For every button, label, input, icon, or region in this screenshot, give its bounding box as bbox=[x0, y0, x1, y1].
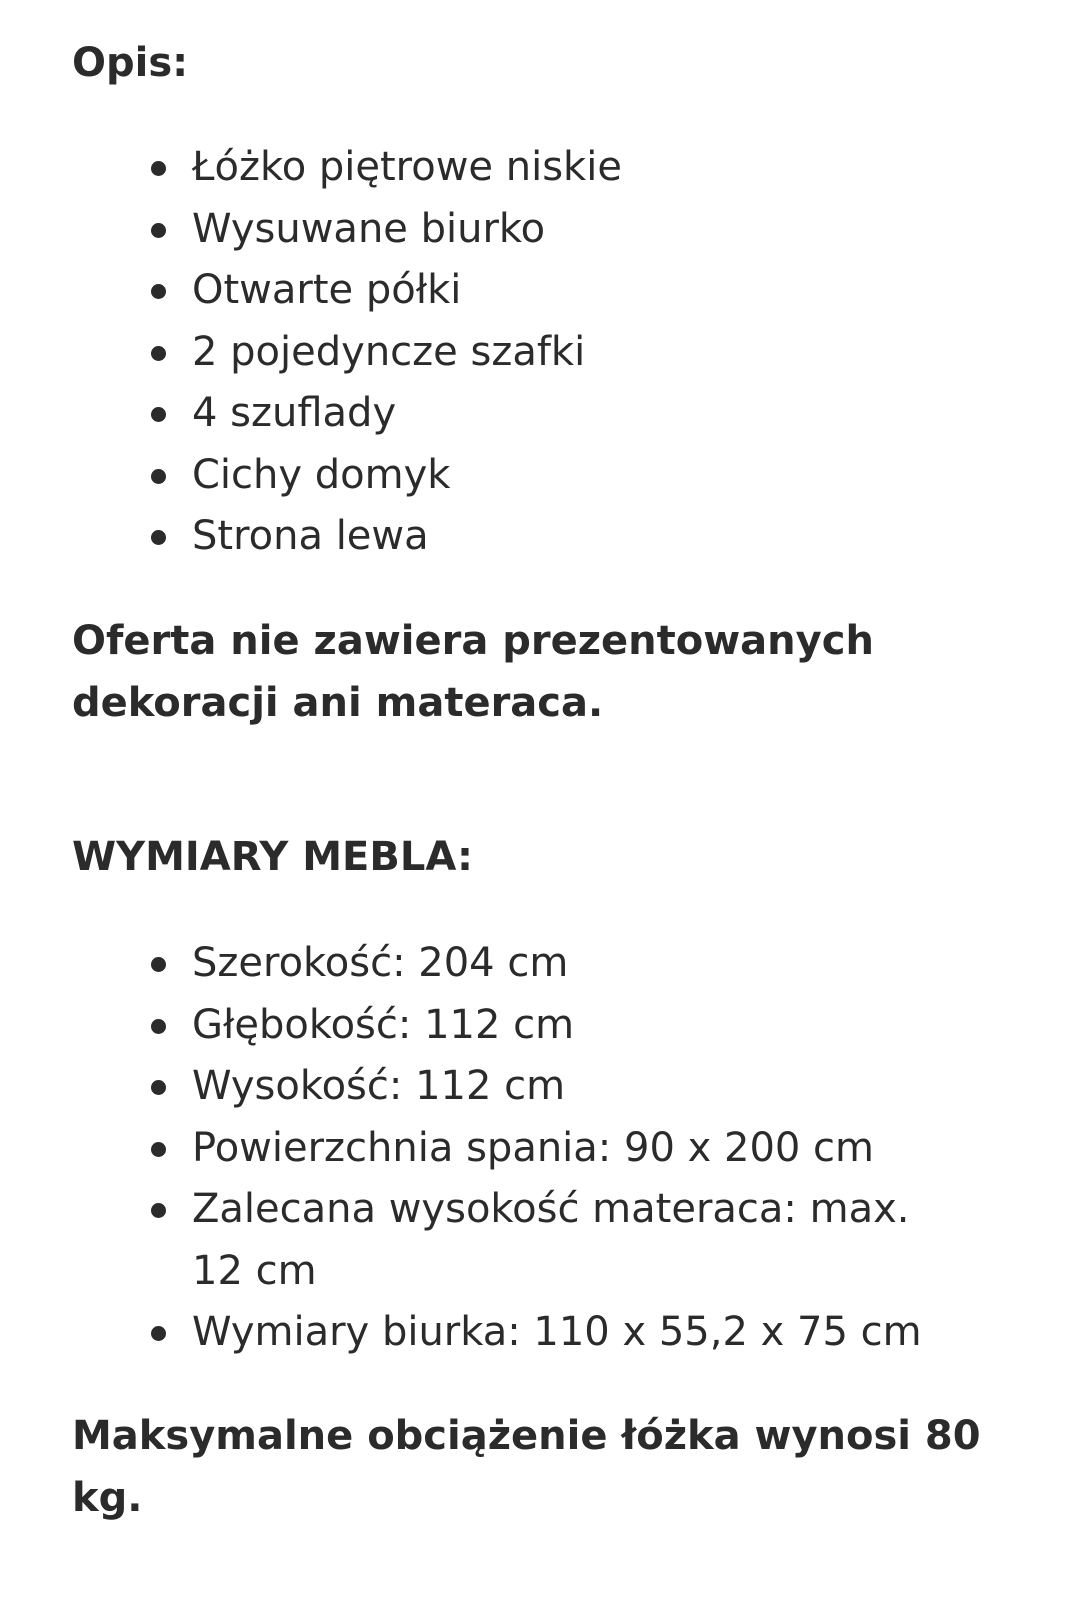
dimension-text: Wymiary biurka: 110 x 55,2 x 75 cm bbox=[192, 1309, 922, 1355]
list-item bbox=[0, 506, 992, 568]
bullet-icon bbox=[151, 284, 166, 299]
list-item bbox=[0, 1302, 992, 1364]
dimension-text: Zalecana wysokość materaca: max. 12 cm bbox=[192, 1186, 910, 1294]
list-item bbox=[0, 137, 992, 199]
dimensions-note: Maksymalne obciążenie łóżka wynosi 80 kg. bbox=[72, 1413, 981, 1521]
dimensions-heading: WYMIARY MEBLA: bbox=[72, 834, 474, 880]
list-item bbox=[0, 1179, 972, 1302]
bullet-icon bbox=[151, 223, 166, 238]
feature-text: Otwarte półki bbox=[192, 267, 462, 313]
bullet-icon bbox=[151, 1019, 166, 1034]
dimension-text: Powierzchnia spania: 90 x 200 cm bbox=[192, 1124, 875, 1171]
list-item bbox=[0, 933, 992, 995]
bullet-icon bbox=[151, 1203, 166, 1218]
dimension-text: Głębokość: 112 cm bbox=[192, 1001, 575, 1048]
list-item bbox=[0, 383, 992, 445]
bullet-icon bbox=[151, 1142, 166, 1157]
list-item bbox=[0, 199, 992, 261]
list-item bbox=[0, 322, 992, 384]
list-item bbox=[0, 995, 992, 1057]
list-item bbox=[0, 445, 992, 507]
feature-text: Cichy domyk bbox=[192, 451, 451, 498]
bullet-icon bbox=[151, 161, 166, 176]
features-list bbox=[0, 137, 992, 568]
bullet-icon bbox=[151, 1080, 166, 1095]
list-item bbox=[0, 1118, 992, 1180]
feature-text: Łóżko piętrowe niskie bbox=[192, 144, 622, 190]
bullet-icon bbox=[151, 469, 166, 484]
feature-text: Strona lewa bbox=[192, 513, 429, 559]
dimension-text: Szerokość: 204 cm bbox=[192, 940, 569, 986]
dimensions-list bbox=[0, 933, 992, 1364]
description-note: Oferta nie zawiera prezentowanych dekoracji ani materaca. bbox=[72, 618, 874, 726]
feature-text: Wysuwane biurko bbox=[192, 205, 546, 252]
feature-text: 4 szuflady bbox=[192, 390, 397, 436]
bullet-icon bbox=[151, 1326, 166, 1341]
bullet-icon bbox=[151, 530, 166, 545]
list-item bbox=[0, 260, 992, 322]
bullet-icon bbox=[151, 407, 166, 422]
description-heading: Opis: bbox=[72, 40, 189, 86]
bullet-icon bbox=[151, 346, 166, 361]
feature-text: 2 pojedyncze szafki bbox=[192, 328, 586, 375]
dimension-text: Wysokość: 112 cm bbox=[192, 1063, 566, 1109]
bullet-icon bbox=[151, 957, 166, 972]
list-item bbox=[0, 1056, 992, 1118]
